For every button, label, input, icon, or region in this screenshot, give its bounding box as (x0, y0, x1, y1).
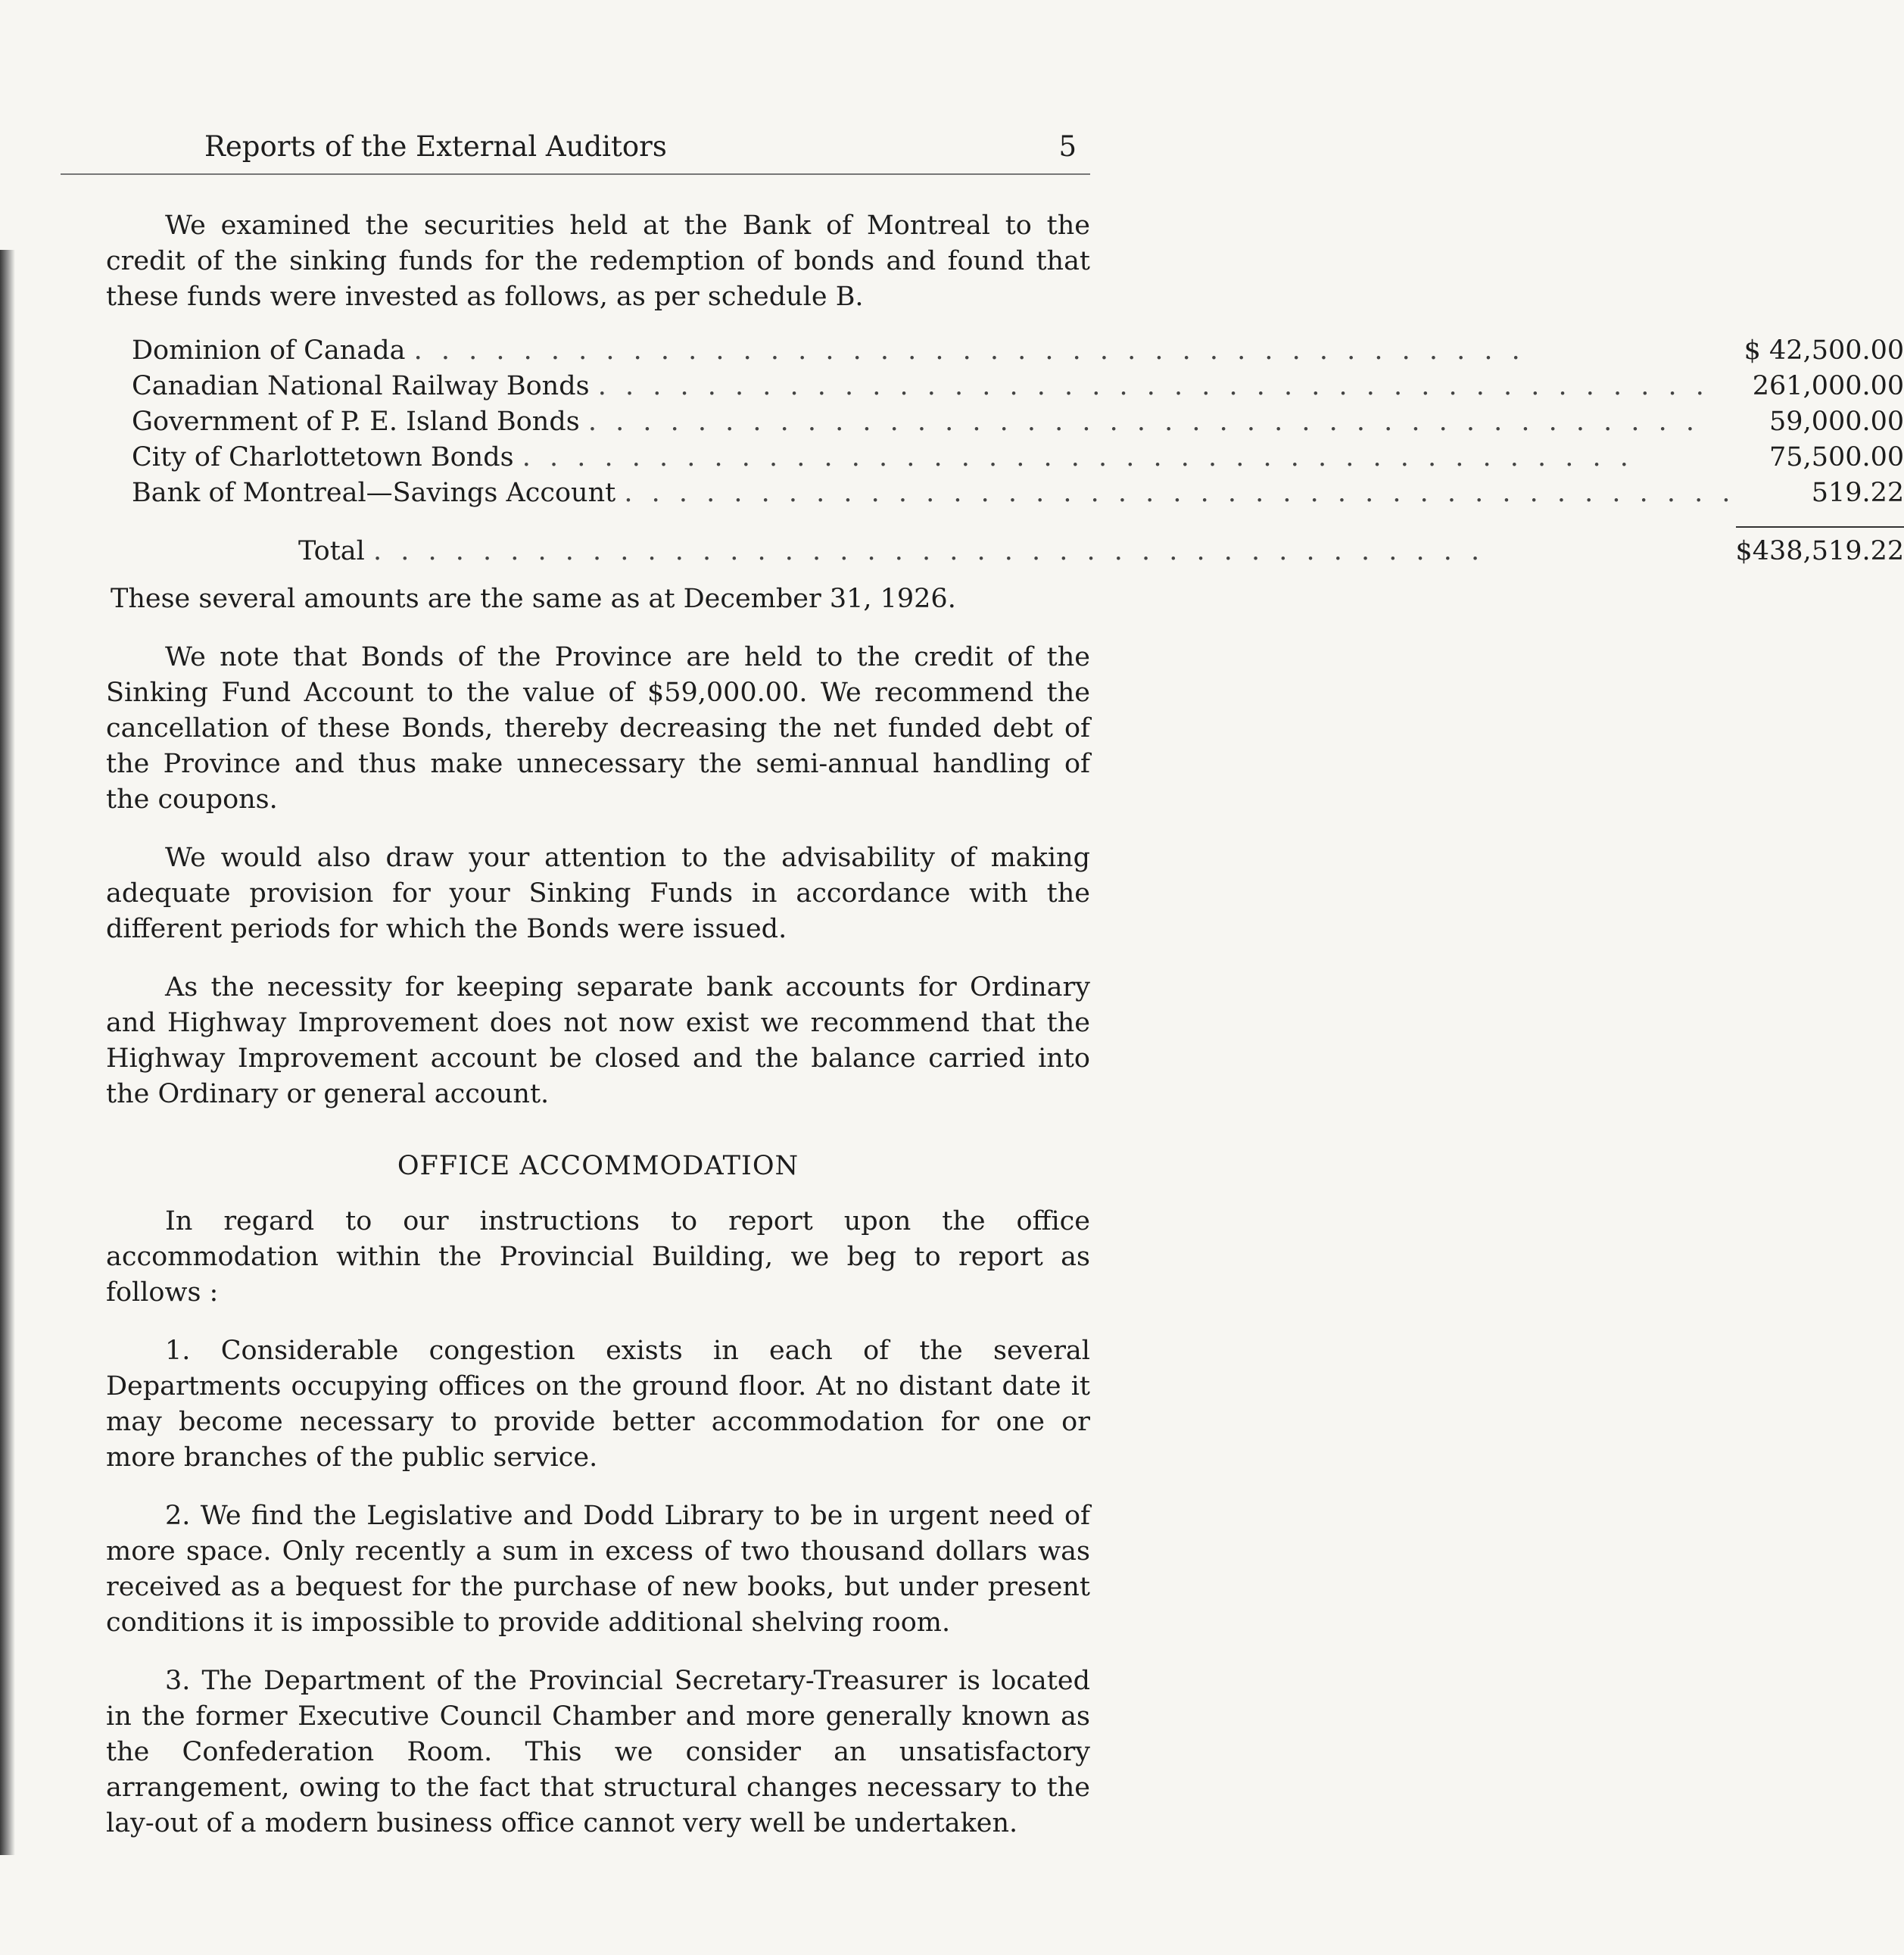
schedule-row-label: Bank of Montreal—Savings Account (132, 478, 616, 508)
total-rule (132, 511, 1904, 527)
schedule-row (132, 333, 1904, 369)
total-amount: $438,519.22 (1735, 536, 1904, 566)
accounts-paragraph: As the necessity for keeping separate bank accounts for Ordinary and Highway Improvement does not now exist we recommend that the Highway Improvement account be closed and the balance carried into the Ordinary or general account. (106, 972, 1090, 1109)
dot-leader: . . . . . . . . . . . . . . . . . . . . . . . . . . . . . . . . . . . . . . . . . (522, 442, 1634, 472)
office-intro-paragraph: In regard to our instructions to report upon the office accommodation within the Provincial Building, we beg to report as follows : (106, 1206, 1090, 1308)
section-heading: OFFICE ACCOMMODATION (397, 1151, 799, 1181)
securities-schedule (132, 333, 1904, 569)
dot-leader: . . . . . . . . . . . . . . . . . . . . . . . . . . . . . . . . . . . . . . . . . (372, 535, 1485, 566)
schedule-row-amount: 59,000.00 (1769, 407, 1904, 437)
schedule-row-amount: $ 42,500.00 (1744, 335, 1904, 366)
schedule-row-label: Dominion of Canada (132, 335, 406, 366)
schedule-row (132, 440, 1904, 475)
total-label: Total (298, 535, 365, 566)
bonds-paragraph: We note that Bonds of the Province are held to the credit of the Sinking Fund Account to the value of $59,000.00. We recommend the cancellation of these Bonds, thereby decreasing the net funded debt of the Province and thus make unnecessary the semi-annual handling of the coupons. (106, 642, 1090, 815)
dot-leader: . . . . . . . . . . . . . . . . . . . . . . . . . . . . . . . . . . . . . . . . . (624, 478, 1736, 508)
schedule-row-label: Canadian National Railway Bonds (132, 371, 590, 401)
schedule-total-row (132, 527, 1904, 569)
dot-leader: . . . . . . . . . . . . . . . . . . . . . . . . . . . . . . . . . . . . . . . . . (597, 371, 1709, 401)
document-page (106, 129, 1904, 1841)
schedule-row-amount: 261,000.00 (1752, 371, 1904, 401)
dot-leader: . . . . . . . . . . . . . . . . . . . . . . . . . . . . . . . . . . . . . . . . . (413, 335, 1525, 366)
schedule-row (132, 369, 1904, 404)
schedule-row-label: Government of P. E. Island Bonds (132, 407, 580, 437)
schedule-row (132, 475, 1904, 511)
same-amounts-note: These several amounts are the same as at December 31, 1926. (111, 584, 956, 614)
schedule-row (132, 404, 1904, 440)
numbered-item: 3. The Department of the Provincial Secretary-Treasurer is located in the former Executive Council Chamber and more generally known as the Confederation Room. This we consider an unsatisfactory arrangement, owing to the fact that structural changes necessary to the lay-out of a modern business office cannot very well be undertaken. (106, 1666, 1090, 1838)
intro-paragraph: We examined the securities held at the Bank of Montreal to the credit of the sinking funds for the redemption of bonds and found that these funds were invested as follows, as per schedule B. (106, 210, 1090, 312)
numbered-item: 2. We find the Legislative and Dodd Library to be in urgent need of more space. Only recently a sum in excess of two thousand dollars was received as a bequest for the purchase of new books, but under present conditions it is impossible to provide additional shelving room. (106, 1501, 1090, 1638)
schedule-row-amount: 75,500.00 (1769, 442, 1904, 472)
binding-edge-shadow (0, 250, 15, 1855)
running-title: Reports of the External Auditors (204, 130, 667, 163)
numbered-item: 1. Considerable congestion exists in each of the several Departments occupying offices on the ground floor. At no distant date it may become necessary to provide better accommodation for one or more branches of the public service. (106, 1336, 1090, 1473)
page-number: 5 (1058, 130, 1077, 163)
schedule-row-label: City of Charlottetown Bonds (132, 442, 514, 472)
schedule-row-amount: 519.22 (1811, 478, 1904, 508)
dot-leader: . . . . . . . . . . . . . . . . . . . . . . . . . . . . . . . . . . . . . . . . . (587, 407, 1700, 437)
running-header (61, 129, 1090, 175)
provision-paragraph: We would also draw your attention to the advisability of making adequate provision for your Sinking Funds in accordance with the different periods for which the Bonds were issued. (106, 843, 1090, 944)
